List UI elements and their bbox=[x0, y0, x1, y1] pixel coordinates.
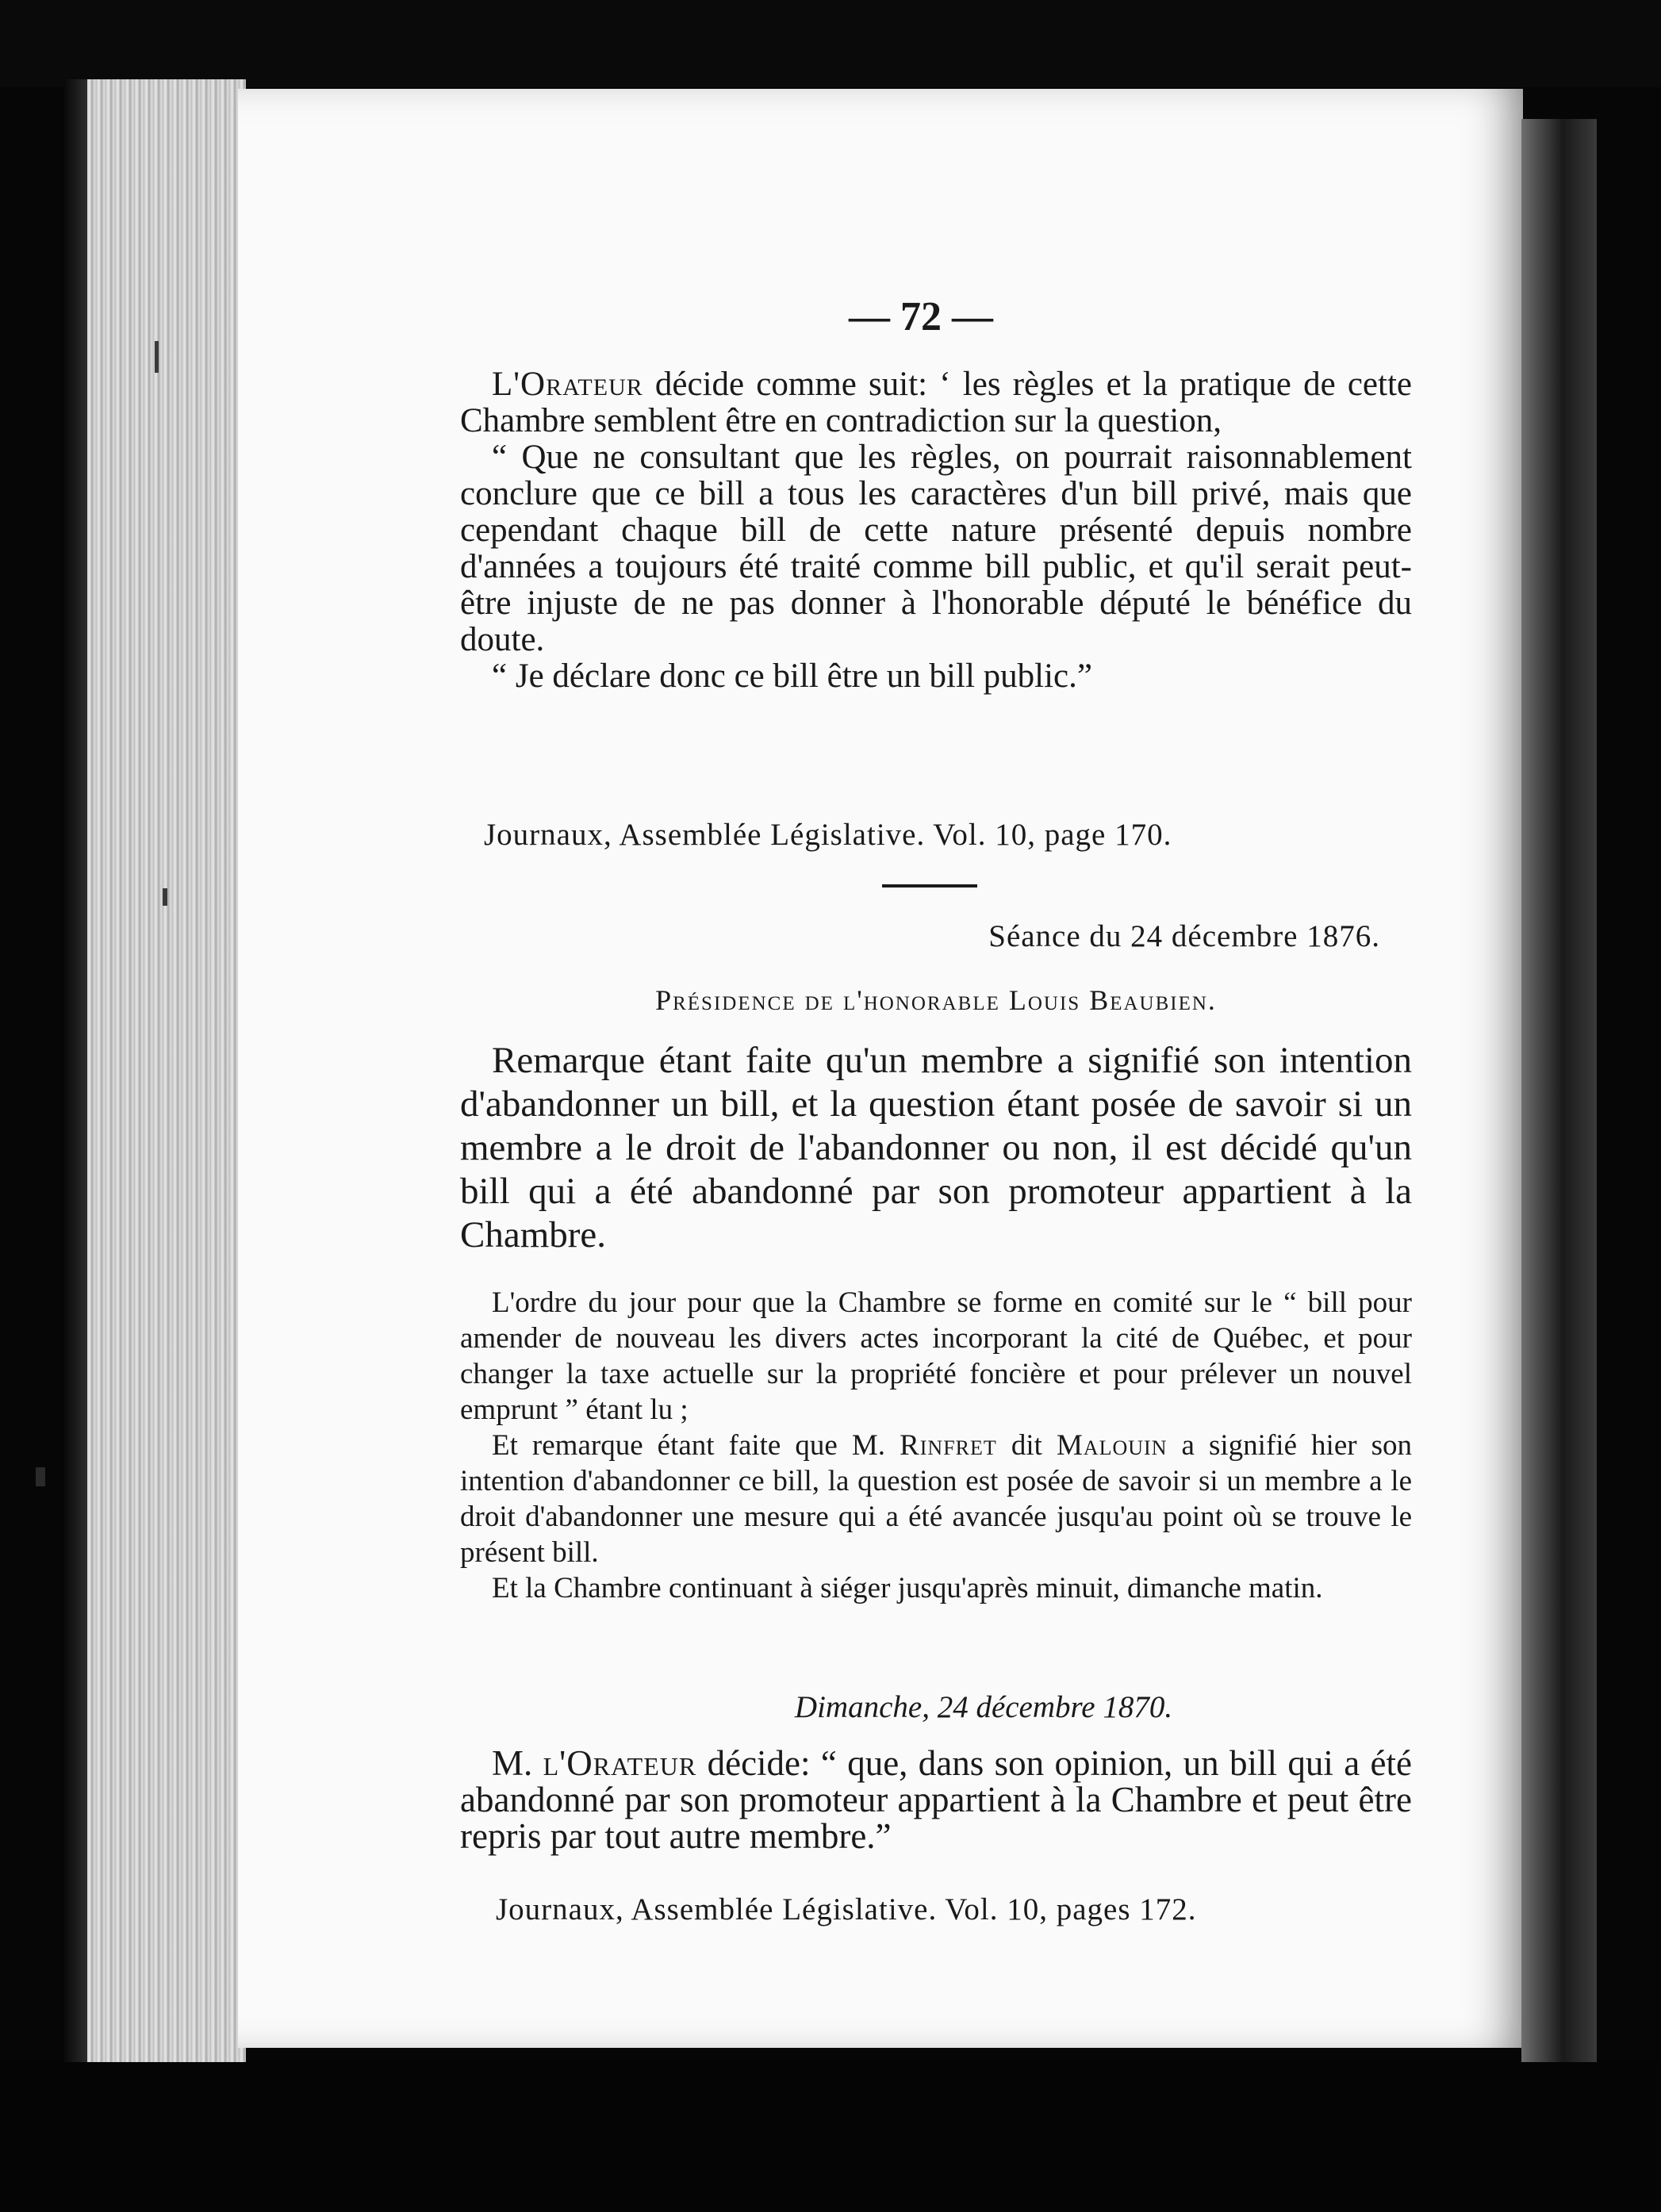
presidence-line: Présidence de l'honorable Louis Beaubien. bbox=[655, 984, 1217, 1016]
detail-paragraph-3: Et la Chambre continuant à siéger jusqu'après minuit, dimanche matin. bbox=[492, 1572, 1323, 1604]
scan-background-top bbox=[0, 0, 1661, 87]
scan-background-bottom bbox=[0, 2062, 1661, 2212]
ruling-1-paragraph-1 bbox=[460, 366, 1412, 439]
detail-2-prefix: Et remarque étant faite que M. bbox=[492, 1429, 900, 1462]
session-date: Séance du 24 décembre 1876. bbox=[988, 919, 1380, 953]
sunday-date: Dimanche, 24 décembre 1870. bbox=[794, 1690, 1173, 1724]
ruling-2-decision bbox=[460, 1745, 1412, 1854]
ruling-1 bbox=[460, 366, 1412, 695]
ruling-2-decision-block bbox=[460, 1745, 1412, 1854]
scan-speck bbox=[163, 888, 167, 906]
ruling-2-details bbox=[460, 1285, 1412, 1606]
ruling-2-summary-block bbox=[460, 1039, 1412, 1257]
ruling-1-paragraph-3: “ Je déclare donc ce bill être un bill public.” bbox=[492, 657, 1092, 695]
decision-text: décide: “ que, dans son opinion, un bill qui a été abandonné par son promoteur appartient à la Chambre et peut être repris par tout autre membre.” bbox=[460, 1743, 1412, 1856]
ruling-1-paragraph-2: “ Que ne consultant que les règles, on pourrait raisonnablement conclure que ce bill a tous les caractères d'un bill privé, mais que cependant chaque bill de cette nature présenté depuis nombre d'années a toujours été traité comme bill public, et qu'il serait peut-être injuste de ne pas donner à l'honorable député le bénéfice du doute. bbox=[460, 439, 1412, 658]
book-right-edge bbox=[1521, 119, 1597, 2070]
citation-1: Journaux, Assemblée Législative. Vol. 10, page 170. bbox=[484, 818, 1172, 852]
detail-paragraph-2 bbox=[460, 1428, 1412, 1570]
detail-paragraph-1: L'ordre du jour pour que la Chambre se forme en comité sur le “ bill pour amender de nouveau les divers actes incorporant la cité de Québec, et pour changer la taxe actuelle sur la propriété foncière et pour prélever un nouvel emprunt ” étant lu ; bbox=[460, 1286, 1412, 1426]
speaker-title: L'Orateur bbox=[492, 366, 643, 403]
detail-2-rest: a signifié hier son intention d'abandonner ce bill, la question est posée de savoir si un membre a le droit d'abandonner une mesure qui a été avancée jusqu'au point où se trouve le présent bill. bbox=[460, 1429, 1413, 1569]
section-divider bbox=[882, 884, 977, 887]
speaker-title-2: l'Orateur bbox=[543, 1743, 697, 1783]
detail-2-middle: dit bbox=[996, 1429, 1057, 1462]
citation-2: Journaux, Assemblée Législative. Vol. 10, pages 172. bbox=[496, 1892, 1197, 1926]
book-page-edges bbox=[87, 79, 246, 2062]
decision-prefix: M. bbox=[492, 1743, 543, 1783]
member-name-rinfret: Rinfret bbox=[900, 1429, 997, 1462]
ruling-1-opening-text: décide comme suit: ‘ les règles et la pratique de cette Chambre semblent être en contradiction sur la question, bbox=[460, 366, 1412, 439]
scan-speck bbox=[36, 1467, 45, 1486]
scan-speck bbox=[155, 341, 159, 373]
ruling-2-summary: Remarque étant faite qu'un membre a signifié son intention d'abandonner un bill, et la question étant posée de savoir si un membre a le droit de l'abandonner ou non, il est décidé qu'un bill qui a été abandonné par son promoteur appartient à la Chambre. bbox=[460, 1040, 1412, 1256]
page-number: — 72 — bbox=[849, 294, 993, 339]
member-name-malouin: Malouin bbox=[1056, 1429, 1168, 1462]
